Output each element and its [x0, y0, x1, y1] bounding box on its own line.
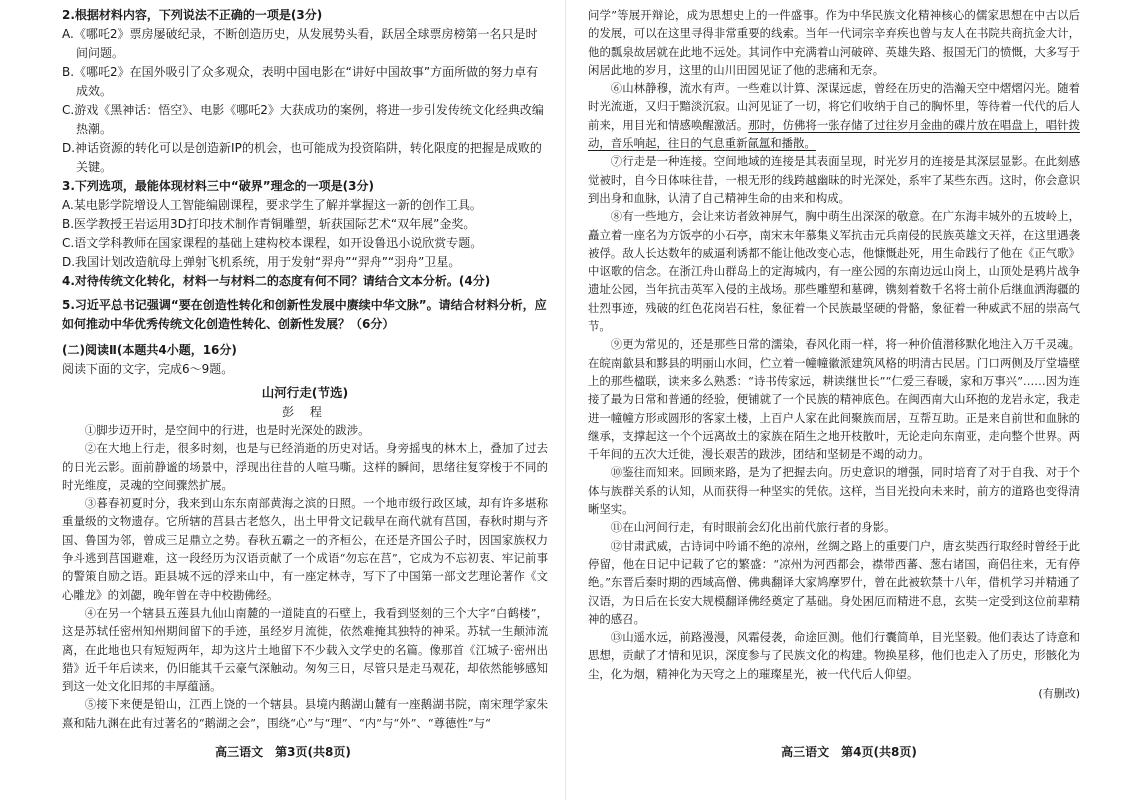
question-3-option-b: B.医学教授王岩运用3D打印技术制作青铜雕塑，斩获国际艺术“双年展”金奖。	[62, 217, 476, 231]
article-paragraph-10: ⑩鉴往而知来。回顾来路，是为了把握去向。历史意识的增强，同时培育了对于自我、对于个体与族群关系的认知，从而获得一种坚实的凭依。这样，当目光投向未来时，前方的道路也变得清晰坚实。	[588, 465, 1080, 517]
question-2-option-b: B.《哪吒2》在国外吸引了众多观众，表明中国电影在“讲好中国故事”方面所做的努力卓有成效。	[62, 65, 539, 98]
article-author: 彭 程	[282, 405, 328, 419]
right-page	[566, 0, 1132, 800]
article-paragraph-6	[588, 79, 1080, 152]
question-2-stem: 2.根据材料内容，下列说法不正确的一项是(3分)	[62, 8, 323, 22]
paragraph-6-text: ⑥山林静穆，流水有声。一些难以计算、深谋远虑，曾经在历史的浩瀚天空中熠熠闪光。随着时光流逝，又归于黯淡沉寂。山河见证了一切，将它们收纳于自己的胸怀里，等待着一代代的后人前来，用目光和情感唤醒激活。	[588, 81, 1080, 132]
article-paragraph-5-continued: 问学”等展开辩论，成为思想史上的一件盛事。作为中华民族文化精神核心的儒家思想在中古以后的发展，可以在这里寻得非常重要的线索。当年一代词宗辛弃疾也曾与友人在书院共商抗金大计，他的瓢泉故居就在此地不远处。其词作中充满着山河破碎、英雄失路、报国无门的愤慨，大多写于闲居此地的岁月，这里的山川田园见证了他的悲痛和无奈。	[588, 8, 1080, 77]
question-5: 5.习近平总书记强调“要在创造性转化和创新性发展中赓续中华文脉”。请结合材料分析，应如何推动中华优秀传统文化创造性转化、创新性发展？（6分）	[62, 298, 547, 331]
article-title: 山河行走(节选)	[261, 385, 349, 400]
question-4: 4.对待传统文化转化，材料一与材料二的态度有何不同？请结合文本分析。(4分)	[62, 274, 491, 288]
page-footer-right: 高三语文 第4页(共8页)	[781, 745, 917, 759]
question-2-option-a: A.《哪吒2》票房屡破纪录，不断创造历史，从发展势头看，跃居全球票房榜第一名只是时间问题。	[62, 27, 538, 60]
question-3-option-d: D.我国计划改造航母上弹射飞机系统，用于发射“羿舟”“羿舟”“羽舟”卫星。	[62, 255, 461, 269]
article-paragraph-3: ③暮春初夏时分，我来到山东东南部黄海之滨的日照。一个地市级行政区域，却有许多堪称重量级的文物遗存。它所辖的莒县古老悠久，出土甲骨文记载早在商代就有莒国，春秋时期与齐国、鲁国为邻，曾成三足鼎立之势。春秋五霸之一的齐桓公，在还是齐国公子时，因国家族权力争斗逃到莒国避难，这一段经历为汉语贡献了一个成语“勿忘在莒”，它成为不忘初衷、牢记前事的警策自励之语。距县城不远的浮来山中，有一座定林寺，写下了中国第一部文艺理论著作《文心雕龙》的刘勰，晚年曾在寺中校勘佛经。	[62, 496, 548, 602]
question-2-option-d: D.神话资源的转化可以是创造新IP的机会，也可能成为投资陷阱，转化限度的把握是成败的关键。	[62, 141, 542, 174]
article-paragraph-13: ⑬山遥水远，前路漫漫，风霜侵袭，命途叵测。他们行囊简单，目光坚毅。他们表达了诗意和思想，贡献了才情和见识，深度参与了民族文化的构建。物换星移，他们也走入了历史，形骸化为尘，化为烟，精神化为天穹之上的璀璨星光，被一代代后人仰望。	[588, 630, 1080, 681]
article-paragraph-12: ⑫甘肃武威，古诗词中吟诵不绝的凉州，丝绸之路上的重要门户，唐玄奘西行取经时曾经于此停留，他在日记中记载了它的繁盛：“凉州为河西都会，襟带西蕃、葱右诸国，商侣往来，无有停绝。”东晋后秦时期的西域高僧、佛典翻译大家鸠摩罗什，曾在此被软禁十八年，借机学习并精通了汉语，为日后在长安大规模翻译佛经奠定了基础。身处困厄而精进不息，玄奘一定受到这位前辈精神的感召。	[588, 538, 1080, 626]
reading-instruction: 阅读下面的文字，完成6～9题。	[62, 362, 234, 376]
question-2-option-c: C.游戏《黑神话：悟空》、电影《哪吒2》大获成功的案例，将进一步引发传统文化经典改编热潮。	[62, 103, 544, 136]
section-heading: (二)阅读Ⅱ(本题共4小题，16分)	[62, 343, 237, 357]
article-paragraph-5: ⑤接下来便是铅山，江西上饶的一个辖县。县境内鹅湖山麓有一座鹅湖书院，南宋理学家朱熹和陆九渊在此有过著名的“鹅湖之会”，围绕“心”与“理”、“内”与“外”、“尊德性”与“	[62, 697, 548, 730]
edit-note: (有删改)	[1038, 686, 1080, 700]
article-paragraph-9: ⑨更为常见的，还是那些日常的濡染，春风化雨一样，将一种价值潜移默化地注入万千灵魂。在皖南歙县和黟县的明丽山水间，伫立着一幢幢徽派建筑风格的明清古民居。门口两侧及厅堂墙壁上的那些楹联，读来多么熟悉：“诗书传家远，耕读继世长”“仁爱三春暖，家和万事兴”……因为连接了最为日常和普通的经验，便铺就了一个民族的精神底色。在闽西南大山环抱的龙岩永定，我走进一幢幢方形或圆形的客家土楼，上百户人家在此间聚族而居，互帮互助。正是来自前世和血脉的继承，支撑起这一个个远离故土的家族在陌生之地开枝散叶，无论走向东南亚，走向整个世界。两千年间的五次大迁徙，漫长艰苦的跋涉，团结和坚韧是不竭的动力。	[588, 337, 1080, 462]
article-paragraph-7: ⑦行走是一种连接。空间地域的连接是其表面呈现，时光岁月的连接是其深层显影。在此刻感觉被时，自今日体味往昔，一根无形的线跨越幽昧的时光深处，系牢了某些东西。这时，你会意识到出身和血脉，认清了自己精神生命的由来和构成。	[588, 154, 1080, 205]
article-paragraph-8: ⑧有一些地方，会让来访者敛神屏气，胸中萌生出深深的敬意。在广东海丰城外的五坡岭上，矗立着一座名为方饭亭的小石亭，南宋末年慕集义军抗击元兵南侵的民族英雄文天祥，在这里遇袭被俘。敌人长达数年的威逼利诱都不能让他改变心志，他慷慨赴死，用生命践行了他在《正气歌》中讴歌的信念。在浙江舟山群岛上的定海城内，有一座公园的东南边远山岗上，山顶处是鸦片战争遗址公园，当年抗击英军入侵的主战场。那些雕塑和墓碑，镌刻着数千名将士前仆后继血洒海疆的壮烈事迹，残破的红色花岗岩石柱，象征着一个民族最坚硬的骨骼，象征着一种威武不屈的崇高气节。	[588, 209, 1080, 334]
question-3-option-a: A.某电影学院增设人工智能编剧课程，要求学生了解并掌握这一新的创作工具。	[62, 198, 482, 212]
question-3-option-c: C.语文学科教师在国家课程的基础上建构校本课程，如开设鲁迅小说欣赏专题。	[62, 236, 483, 250]
underlined-sentence: 那时，仿佛将一张存储了过往岁月金曲的碟片放在唱盘上，唱针拨动，音乐响起，往日的气息重新氤氲和播散。	[588, 117, 1080, 151]
article-paragraph-2: ②在大地上行走，很多时刻，也是与已经消逝的历史对话。身旁摇曳的林木上，叠加了过去的日光云影。面前静谧的场景中，浮现出往昔的人喧马嘶。这样的瞬间，思绪往复穿梭于不同的时光维度，灵魂的空间骤然扩展。	[62, 441, 548, 492]
page-footer-left: 高三语文 第3页(共8页)	[215, 745, 351, 759]
article-paragraph-1: ①脚步迈开时，是空间中的行进，也是时光深处的跋涉。	[84, 423, 370, 437]
article-paragraph-11: ⑪在山河间行走，有时眼前会幻化出前代旅行者的身影。	[610, 520, 896, 535]
article-paragraph-4: ④在另一个辖县五莲县九仙山南麓的一道陡直的石壁上，我看到竖刻的三个大字“白鹤楼”，这是苏轼任密州知州期间留下的手迹，虽经岁月流徙，依然难掩其独特的神采。苏轼一生颠沛流离，在此地也只有短短两年，却为这片土地留下不少载入文学史的名篇。像那首《江城子·密州出猎》近千年后读来，仍旧能其千云豪气深触动。匆匆三日，尽管只是走马观花，却依然能够感知到这一处文化旧邦的丰厚蕴涵。	[62, 605, 548, 694]
question-3-stem: 3.下列选项，最能体现材料三中“破界”理念的一项是(3分)	[62, 179, 375, 193]
